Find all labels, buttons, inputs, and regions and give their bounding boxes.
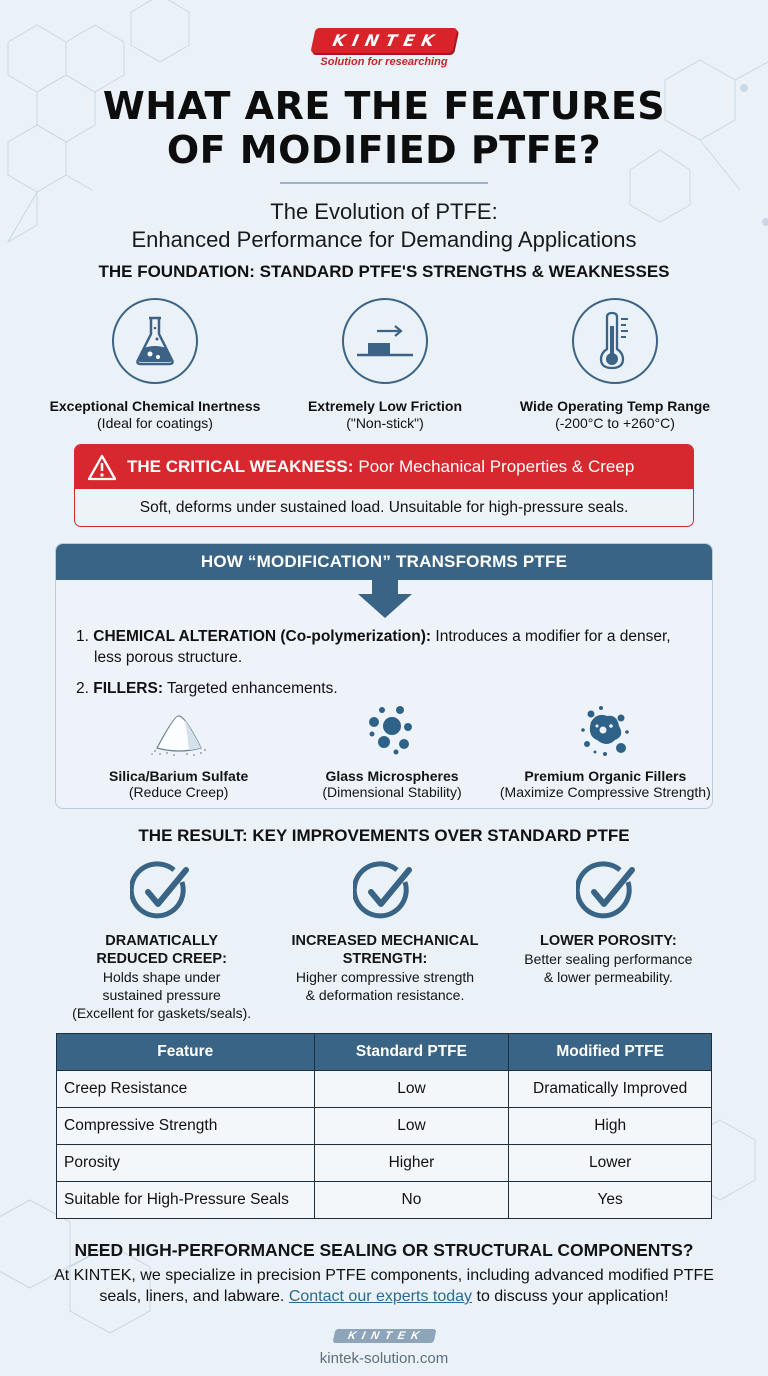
weakness-label: THE CRITICAL WEAKNESS: [127, 457, 354, 476]
column-header: Modified PTFE [509, 1034, 712, 1071]
filler-organic [499, 702, 712, 800]
results-heading: THE RESULT: KEY IMPROVEMENTS OVER STANDARD PTFE [138, 826, 630, 845]
contact-experts-link[interactable]: Contact our experts today [288, 1288, 473, 1305]
comparison-table [56, 1033, 712, 1219]
result-description: Higher compressive strength & deformation resistance. [295, 969, 475, 1003]
fillers-row [56, 702, 713, 800]
organic-particles-icon [499, 702, 712, 758]
modification-list [76, 626, 696, 709]
critical-weakness-box [74, 444, 694, 527]
check-circle-icon [50, 860, 273, 926]
warning-icon [87, 454, 117, 481]
filler-title: Premium Organic Fillers [524, 768, 687, 784]
feature-subtitle: (-200°C to +260°C) [555, 415, 675, 431]
logo-tagline: Solution for researching [320, 56, 448, 68]
feature-temp-range [500, 298, 730, 431]
check-circle-icon [497, 860, 720, 926]
table-row [57, 1182, 712, 1219]
filler-title: Glass Microspheres [325, 768, 459, 784]
modification-item-1 [76, 626, 696, 668]
item-text: Targeted enhancements. [167, 680, 338, 697]
subtitle [0, 198, 768, 254]
strengths-row [40, 298, 730, 431]
table-cell: High [509, 1108, 712, 1145]
page-title [0, 84, 768, 172]
table-cell: Lower [509, 1145, 712, 1182]
table-cell: Compressive Strength [57, 1108, 315, 1145]
result-reduced-creep [50, 860, 273, 1022]
subtitle-line-1: The Evolution of PTFE: [270, 199, 498, 224]
filler-subtitle: (Maximize Compressive Strength) [499, 784, 711, 800]
footer-logo-badge: KINTEK [332, 1329, 436, 1343]
feature-low-friction [270, 298, 500, 431]
table-row [57, 1145, 712, 1182]
feature-title: Exceptional Chemical Inertness [49, 398, 261, 414]
title-line-2: OF MODIFIED PTFE? [166, 128, 602, 172]
filler-glass-microspheres [285, 702, 498, 800]
table-cell: Low [314, 1071, 509, 1108]
powder-pile-icon [72, 702, 285, 758]
table-cell: Dramatically Improved [509, 1071, 712, 1108]
feature-chemical-inertness [40, 298, 270, 431]
table-row [57, 1108, 712, 1145]
footer-website-link[interactable]: kintek-solution.com [319, 1350, 449, 1367]
flask-icon [112, 298, 198, 384]
item-label: CHEMICAL ALTERATION (Co-polymerization): [93, 628, 432, 645]
filler-title: Silica/Barium Sulfate [109, 768, 249, 784]
table-header-row [57, 1034, 712, 1071]
thermometer-icon [572, 298, 658, 384]
table-row [57, 1071, 712, 1108]
result-title: INCREASED MECHANICAL STRENGTH: [291, 933, 479, 967]
feature-title: Extremely Low Friction [307, 398, 463, 414]
arrow-down-icon [358, 580, 412, 618]
item-number: 2. [76, 680, 89, 697]
cta-text [40, 1265, 728, 1307]
weakness-description: Soft, deforms under sustained load. Unsuitable for high-pressure seals. [139, 499, 629, 516]
kintek-logo[interactable] [0, 28, 768, 68]
table-cell: Porosity [57, 1145, 315, 1182]
cta-heading: NEED HIGH-PERFORMANCE SEALING OR STRUCTURAL COMPONENTS? [74, 1240, 694, 1260]
foundation-heading: THE FOUNDATION: STANDARD PTFE'S STRENGTHS & WEAKNESSES [98, 262, 670, 281]
result-title: LOWER POROSITY: [539, 933, 677, 949]
table-cell: Low [314, 1108, 509, 1145]
item-label: FILLERS: [93, 680, 163, 697]
cta-text-before: At KINTEK, we specialize in precision PTFE components, including advanced modified PTFE seals, liners, and labware. [54, 1267, 714, 1305]
table-cell: No [314, 1182, 509, 1219]
result-title: DRAMATICALLY REDUCED CREEP: [96, 933, 227, 967]
weakness-header [75, 445, 693, 489]
result-description: Better sealing performance & lower permeability. [524, 951, 693, 985]
filler-subtitle: (Reduce Creep) [128, 784, 229, 800]
cta-text-after: to discuss your application! [472, 1288, 669, 1305]
feature-subtitle: (Ideal for coatings) [97, 415, 213, 431]
filler-silica [72, 702, 285, 800]
title-line-1: WHAT ARE THE FEATURES [102, 84, 666, 128]
modification-box [55, 543, 713, 809]
item-text: Introduces a modifier for a denser, less porous structure. [94, 628, 671, 666]
table-cell: Yes [509, 1182, 712, 1219]
filler-subtitle: (Dimensional Stability) [322, 784, 462, 800]
footer-logo[interactable] [0, 1326, 768, 1344]
column-header: Standard PTFE [314, 1034, 509, 1071]
check-circle-icon [273, 860, 496, 926]
modification-item-2 [76, 678, 696, 699]
table-cell: Higher [314, 1145, 509, 1182]
result-mechanical-strength [273, 860, 496, 1022]
microspheres-icon [285, 702, 498, 758]
subtitle-line-2: Enhanced Performance for Demanding Applications [131, 227, 637, 252]
column-header: Feature [57, 1034, 315, 1071]
logo-badge: KINTEK [310, 28, 457, 53]
low-friction-icon [342, 298, 428, 384]
modification-heading: HOW “MODIFICATION” TRANSFORMS PTFE [56, 544, 712, 580]
table-cell: Creep Resistance [57, 1071, 315, 1108]
table-cell: Suitable for High-Pressure Seals [57, 1182, 315, 1219]
results-row [50, 860, 720, 1022]
feature-title: Wide Operating Temp Range [519, 398, 711, 414]
weakness-title: Poor Mechanical Properties & Creep [358, 457, 635, 476]
item-number: 1. [76, 628, 89, 645]
title-divider [280, 182, 488, 184]
feature-subtitle: ("Non-stick") [346, 415, 424, 431]
result-lower-porosity [497, 860, 720, 1022]
result-description: Holds shape under sustained pressure (Excellent for gaskets/seals). [72, 969, 252, 1021]
